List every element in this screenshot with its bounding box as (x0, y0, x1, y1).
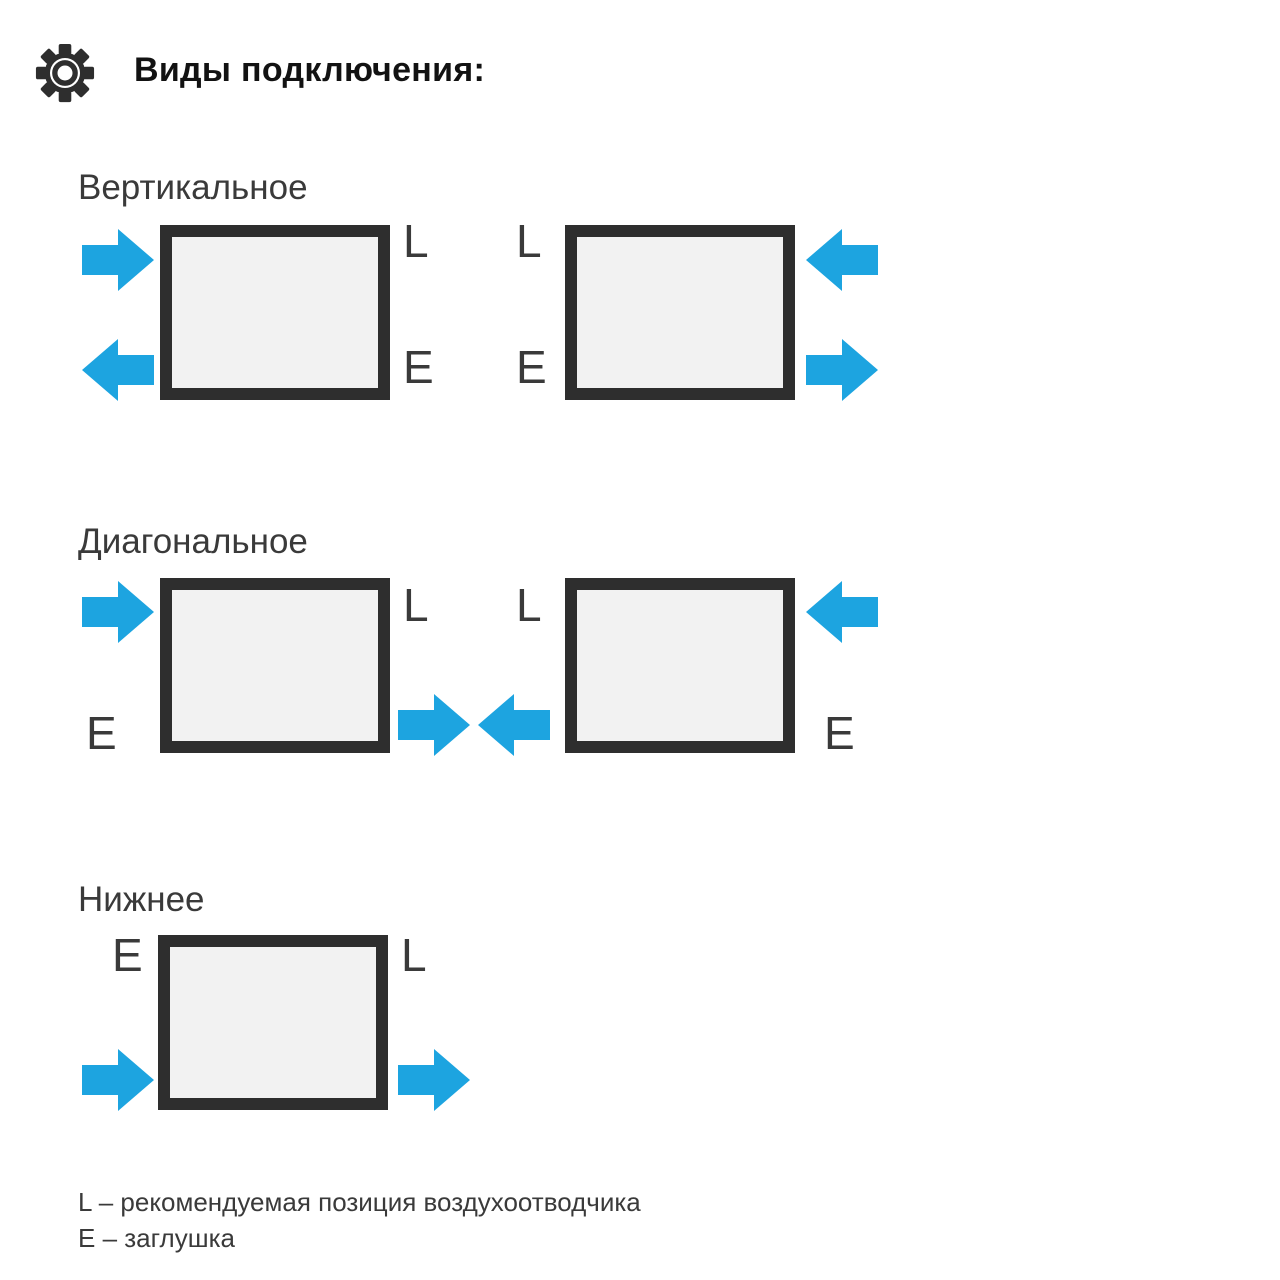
outlet-arrow-icon (478, 694, 550, 756)
inlet-arrow-icon (806, 581, 878, 643)
section-title-vertical: Вертикальное (78, 168, 308, 207)
port-label-e: E (516, 341, 547, 393)
port-label-l: L (403, 215, 429, 267)
gear-icon (34, 42, 96, 104)
inlet-arrow-icon (82, 1049, 154, 1111)
port-label-l: L (516, 215, 542, 267)
radiator-box (160, 225, 390, 400)
inlet-arrow-icon (82, 581, 154, 643)
port-label-l: L (403, 579, 429, 631)
outlet-arrow-icon (398, 1049, 470, 1111)
outlet-arrow-icon (82, 339, 154, 401)
port-label-e: E (112, 929, 143, 981)
outlet-arrow-icon (398, 694, 470, 756)
inlet-arrow-icon (806, 229, 878, 291)
port-label-e: E (824, 707, 855, 759)
radiator-box (158, 935, 388, 1110)
port-label-e: E (403, 341, 434, 393)
radiator-box (565, 225, 795, 400)
section-title-diagonal: Диагональное (78, 522, 308, 561)
port-label-l: L (401, 929, 427, 981)
port-label-e: E (86, 707, 117, 759)
radiator-box (160, 578, 390, 753)
section-title-bottom: Нижнее (78, 880, 205, 919)
radiator-box (565, 578, 795, 753)
port-label-l: L (516, 579, 542, 631)
legend-line-plug: E – заглушка (78, 1223, 235, 1253)
page-title: Виды подключения: (134, 51, 486, 89)
outlet-arrow-icon (806, 339, 878, 401)
inlet-arrow-icon (82, 229, 154, 291)
legend-line-air-vent: L – рекомендуемая позиция воздухоотводчика (78, 1187, 641, 1217)
legend (78, 1184, 641, 1256)
